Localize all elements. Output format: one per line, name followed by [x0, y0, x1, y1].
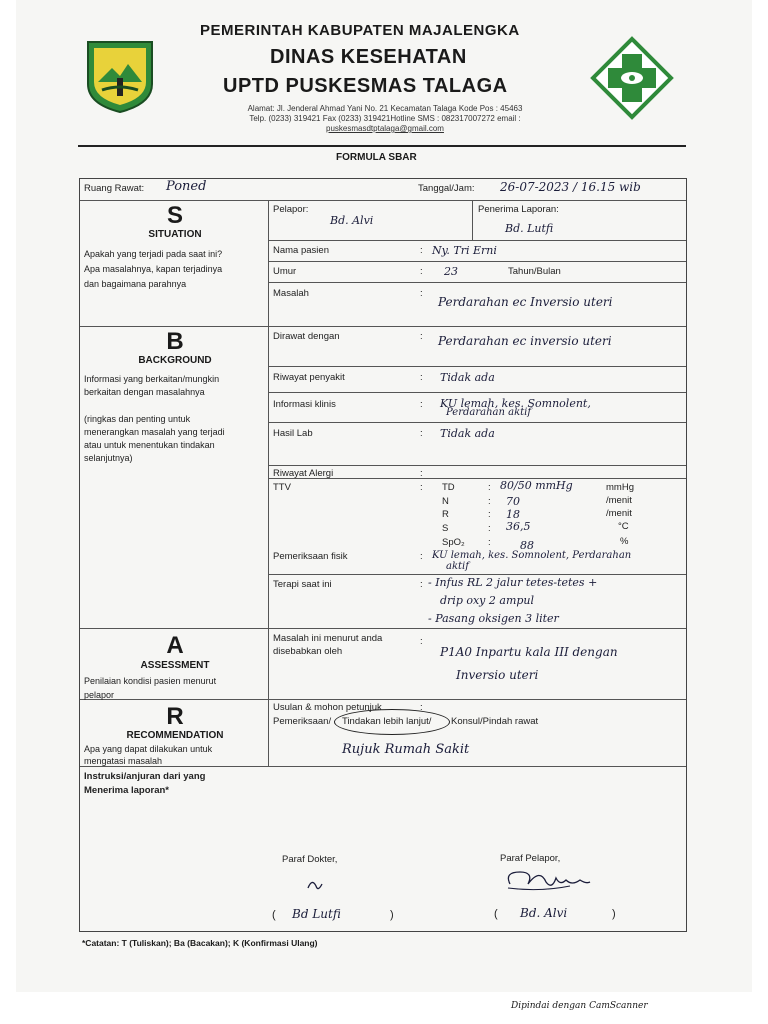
- background-desc: menerangkan masalah yang terjadi: [84, 427, 225, 437]
- footnote: *Catatan: T (Tuliskan); Ba (Bacakan); K (Konfirmasi Ulang): [82, 938, 318, 948]
- background-title: BACKGROUND: [138, 355, 212, 366]
- header-government: PEMERINTAH KABUPATEN MAJALENGKA: [200, 22, 520, 39]
- tanggal-label: Tanggal/Jam:: [418, 183, 475, 194]
- terapi-value: drip oxy 2 ampul: [440, 594, 535, 607]
- section-divider: [80, 628, 686, 629]
- colon: :: [420, 428, 423, 439]
- assessment-desc: Penilaian kondisi pasien menurut: [84, 676, 217, 686]
- row-divider: [80, 200, 686, 201]
- instruksi-label: Instruksi/anjuran dari yang: [84, 771, 206, 782]
- column-divider: [472, 200, 473, 240]
- hasil-lab-value: Tidak ada: [440, 427, 495, 440]
- situation-desc: Apakah yang terjadi pada saat ini?: [84, 249, 223, 259]
- form-title: FORMULA SBAR: [336, 152, 417, 163]
- nama-pasien-value: Ny. Tri Erni: [432, 244, 497, 257]
- recommendation-title: RECOMMENDATION: [126, 730, 224, 741]
- colon: :: [488, 496, 491, 507]
- td-unit: mmHg: [606, 482, 634, 493]
- background-desc: berkaitan dengan masalahnya: [84, 387, 205, 397]
- assessment-title: ASSESSMENT: [140, 660, 210, 671]
- colon: :: [420, 702, 423, 713]
- situation-title: SITUATION: [148, 229, 202, 240]
- pelapor-value: Bd. Alvi: [330, 214, 374, 227]
- dirawat-label: Dirawat dengan: [273, 331, 340, 342]
- background-desc: (ringkas dan penting untuk: [84, 414, 191, 424]
- header-rule: [78, 145, 686, 147]
- informasi-klinis-value: KU lemah, kes. Somnolent,: [440, 397, 591, 410]
- dokter-signature: [300, 872, 330, 896]
- riwayat-penyakit-label: Riwayat penyakit: [273, 372, 345, 383]
- ruang-rawat-label: Ruang Rawat:: [84, 183, 145, 194]
- situation-desc: dan bagaimana parahnya: [84, 279, 187, 289]
- umur-label: Umur: [273, 266, 297, 277]
- masalah-value: Perdarahan ec Inversio uteri: [438, 295, 613, 309]
- paraf-pelapor-label: Paraf Pelapor,: [500, 853, 561, 864]
- background-desc: selanjutnya): [84, 453, 133, 463]
- section-divider: [80, 699, 686, 700]
- spo2-unit: %: [620, 536, 629, 547]
- colon: :: [420, 372, 423, 383]
- header-address: Alamat: Jl. Jenderal Ahmad Yani No. 21 Kecamatan Talaga Kode Pos : 45463: [247, 104, 523, 113]
- pelapor-signature: [500, 862, 600, 896]
- rujuk-value: Rujuk Rumah Sakit: [342, 742, 470, 757]
- colon: :: [420, 482, 423, 493]
- row-divider: [269, 392, 686, 393]
- colon: :: [420, 266, 423, 277]
- row-divider: [269, 574, 686, 575]
- nadi-unit: /menit: [606, 495, 632, 506]
- umur-value: 23: [444, 265, 458, 278]
- pemeriksaan-option: Pemeriksaan/: [273, 716, 332, 727]
- colon: :: [488, 482, 491, 493]
- pemeriksaan-fisik-value: aktif: [446, 561, 469, 572]
- assessment-desc: pelapor: [84, 690, 115, 700]
- situation-letter: S: [166, 202, 183, 229]
- td-label: TD: [442, 482, 455, 493]
- dokter-name: Bd Lutfi: [292, 907, 341, 921]
- respirasi-value: 18: [506, 508, 520, 521]
- row-divider: [269, 465, 686, 466]
- header-phone: Telp. (0233) 319421 Fax (0233) 319421Hotline SMS : 082317007272 email :: [249, 114, 521, 123]
- recommendation-desc: mengatasi masalah: [84, 756, 163, 766]
- ttv-label: TTV: [273, 482, 291, 493]
- informasi-klinis-label: Informasi klinis: [273, 399, 336, 410]
- header-address-block: [230, 104, 540, 134]
- masalah-penyebab-value: P1A0 Inpartu kala III dengan: [440, 645, 618, 659]
- spo2-value: 88: [520, 539, 534, 552]
- row-divider: [269, 282, 686, 283]
- tanggal-value: 26-07-2023 / 16.15 wib: [500, 180, 641, 194]
- recommendation-desc: Apa yang dapat dilakukan untuk: [84, 744, 213, 754]
- umur-unit: Tahun/Bulan: [508, 266, 561, 277]
- paren-close: ): [390, 909, 394, 921]
- suhu-value: 36,5: [506, 520, 531, 533]
- column-divider: [268, 200, 269, 766]
- instruksi-label: Menerima laporan*: [84, 785, 169, 796]
- paren-close: ): [612, 908, 616, 920]
- nadi-label: N: [442, 496, 449, 507]
- header-puskesmas: UPTD PUSKESMAS TALAGA: [223, 75, 508, 97]
- background-desc: Informasi yang berkaitan/mungkin: [84, 374, 220, 384]
- pelapor-name: Bd. Alvi: [520, 906, 568, 920]
- assessment-letter: A: [166, 632, 184, 659]
- colon: :: [420, 331, 423, 342]
- section-divider: [80, 766, 686, 767]
- header-agency: DINAS KESEHATAN: [270, 46, 467, 68]
- informasi-klinis-value: Perdarahan aktif: [446, 407, 532, 418]
- spo2-label: SpO₂: [442, 537, 465, 548]
- terapi-label: Terapi saat ini: [273, 579, 332, 590]
- situation-desc: Apa masalahnya, kapan terjadinya: [84, 264, 223, 274]
- penerima-value: Bd. Lutfi: [505, 222, 554, 235]
- row-divider: [269, 366, 686, 367]
- konsul-option: Konsul/Pindah rawat: [451, 716, 539, 727]
- riwayat-penyakit-value: Tidak ada: [440, 371, 495, 384]
- masalah-penyebab-label: disebabkan oleh: [273, 646, 343, 657]
- row-divider: [269, 261, 686, 262]
- section-divider: [80, 326, 686, 327]
- colon: :: [420, 468, 423, 479]
- paren-open: (: [494, 908, 498, 920]
- pelapor-label: Pelapor:: [273, 204, 309, 215]
- colon: :: [488, 523, 491, 534]
- td-value: 80/50 mmHg: [500, 479, 573, 492]
- suhu-unit: °C: [618, 521, 629, 532]
- colon: :: [420, 399, 423, 410]
- row-divider: [269, 422, 686, 423]
- row-divider: [269, 240, 686, 241]
- colon: :: [420, 551, 423, 562]
- masalah-label: Masalah: [273, 288, 309, 299]
- pemeriksaan-fisik-value: KU lemah, kes. Somnolent, Perdarahan: [432, 550, 632, 561]
- riwayat-alergi-label: Riwayat Alergi: [273, 468, 334, 479]
- colon: :: [420, 245, 423, 256]
- colon: :: [420, 579, 423, 590]
- terapi-value: - Pasang oksigen 3 liter: [428, 612, 559, 625]
- recommendation-letter: R: [166, 703, 184, 730]
- colon: :: [488, 537, 491, 548]
- tindakan-option: Tindakan lebih lanjut/: [342, 716, 432, 727]
- dirawat-value: Perdarahan ec inversio uteri: [438, 334, 612, 348]
- colon: :: [420, 288, 423, 299]
- paren-open: (: [272, 909, 276, 921]
- hasil-lab-label: Hasil Lab: [273, 428, 313, 439]
- background-desc: atau untuk menentukan tindakan: [84, 440, 215, 450]
- paraf-dokter-label: Paraf Dokter,: [282, 854, 338, 865]
- puskesmas-logo: [590, 36, 674, 120]
- ruang-rawat-value: Poned: [166, 179, 207, 194]
- suhu-label: S: [442, 523, 449, 534]
- masalah-penyebab-value: Inversio uteri: [456, 668, 539, 682]
- colon: :: [420, 636, 423, 647]
- tindakan-circle-mark: [334, 709, 450, 735]
- pemeriksaan-fisik-label: Pemeriksaan fisik: [273, 551, 348, 562]
- nama-pasien-label: Nama pasien: [273, 245, 329, 256]
- majalengka-logo: [84, 38, 156, 114]
- usulan-label: Usulan & mohon petunjuk: [273, 702, 382, 713]
- colon: :: [488, 509, 491, 520]
- respirasi-label: R: [442, 509, 449, 520]
- camscanner-mark: Dipindai dengan CamScanner: [511, 1001, 648, 1011]
- nadi-value: 70: [506, 495, 520, 508]
- masalah-penyebab-label: Masalah ini menurut anda: [273, 633, 383, 644]
- terapi-value: - Infus RL 2 jalur tetes-tetes +: [428, 576, 598, 589]
- background-letter: B: [166, 328, 184, 355]
- header-email: puskesmasdtptalaga@gmail.com: [326, 124, 444, 133]
- respirasi-unit: /menit: [606, 508, 632, 519]
- penerima-label: Penerima Laporan:: [478, 204, 559, 215]
